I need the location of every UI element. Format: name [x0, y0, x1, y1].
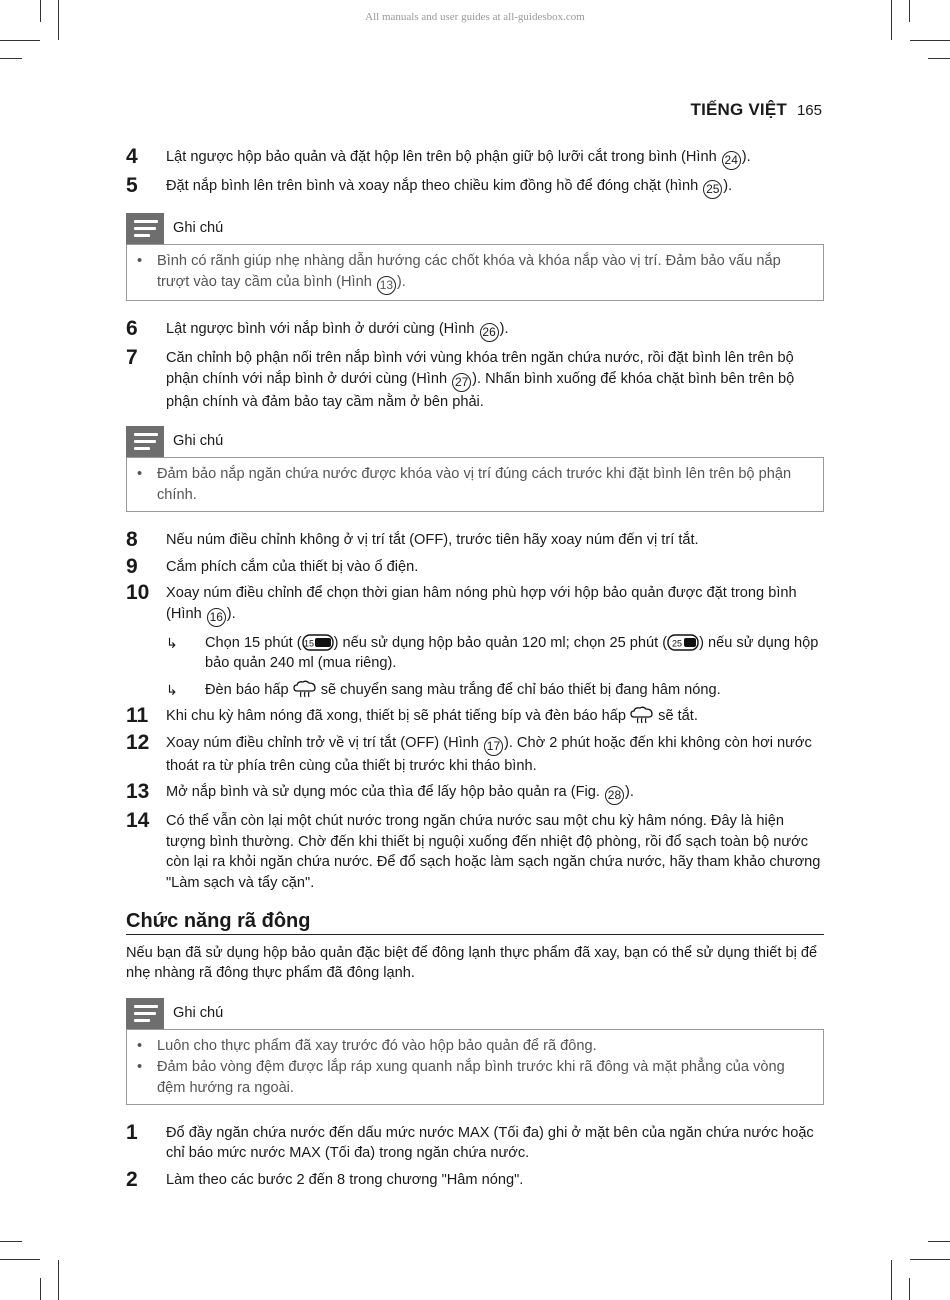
step-text-part: ). — [499, 321, 509, 337]
crop-mark — [0, 40, 40, 41]
bullet: • — [137, 253, 143, 269]
bullet: • — [137, 466, 143, 482]
step-number: 10 — [126, 581, 150, 604]
step-text-part: ). Nhấn bình xuống để khóa chặt bình bên trên bộ phận chính và đảm bảo tay cầm nằm ở bên phải. — [166, 370, 795, 410]
step-text-part: ). — [226, 605, 236, 622]
step-text-part: sẽ tắt. — [654, 708, 698, 724]
step-item — [126, 706, 824, 727]
note-box — [126, 1029, 824, 1105]
figure-ref: 27 — [452, 373, 471, 392]
note-icon — [126, 426, 164, 457]
step-text-part: ). — [723, 178, 733, 194]
steam-indicator-icon — [630, 706, 654, 724]
svg-text:25: 25 — [672, 638, 683, 648]
figure-ref: 17 — [484, 737, 503, 756]
note-item — [137, 464, 811, 506]
note-text: Đảm bảo nắp ngăn chứa nước được khóa vào vị trí đúng cách trước khi đặt bình lên trên bộ phận chính. — [157, 466, 792, 503]
step-item — [126, 782, 824, 805]
note-text: Luôn cho thực phẩm đã xay trước đó vào hộp bảo quản để rã đông. — [157, 1037, 597, 1054]
figure-ref: 26 — [480, 323, 499, 342]
crop-mark — [0, 58, 22, 59]
step-item — [126, 811, 824, 893]
dial-15-min-icon — [302, 634, 334, 651]
step-text: Đổ đầy ngăn chứa nước đến dấu mức nước MAX (Tối đa) ghi ở mặt bên của ngăn chứa nước hoặc chỉ báo mức nước MAX (Tối đa) trong ngăn chứa nước. — [166, 1124, 814, 1161]
step-text-part: Xoay núm điều chỉnh trở về vị trí tắt (OFF) (Hình — [166, 734, 483, 751]
step-item — [126, 1167, 824, 1191]
result-text-part: Chọn 15 phút ( — [205, 634, 302, 651]
result-text-part: ) nếu sử dụng hộp bảo quản 240 ml (mua riêng). — [205, 634, 819, 671]
figure-ref: 13 — [377, 276, 396, 295]
step-text-part: Lật ngược hộp bảo quản và đặt hộp lên trên bộ phận giữ bộ lưỡi cắt trong bình (Hình — [166, 149, 721, 165]
step-item — [126, 319, 824, 342]
note-title: Ghi chú — [173, 220, 224, 237]
result-text-part: sẽ chuyển sang màu trắng để chỉ báo thiết bị đang hâm nóng. — [316, 681, 721, 698]
note-header — [126, 213, 824, 244]
step-text — [166, 348, 824, 412]
step-number: 7 — [126, 346, 138, 369]
note-icon — [126, 213, 164, 244]
note-icon — [126, 998, 164, 1029]
crop-mark — [0, 1259, 40, 1260]
step-number: 5 — [126, 174, 138, 197]
step-number: 8 — [126, 528, 138, 551]
step-number: 2 — [126, 1167, 138, 1191]
step-number: 6 — [126, 317, 138, 340]
figure-ref: 24 — [722, 151, 741, 170]
result-item — [166, 633, 824, 674]
crop-mark — [910, 1259, 950, 1260]
bullet: • — [137, 1058, 143, 1075]
step-text — [166, 733, 824, 777]
note-item — [137, 251, 811, 295]
page-header — [691, 100, 823, 120]
page-number: 165 — [796, 102, 822, 119]
step-text: Làm theo các bước 2 đến 8 trong chương "Hâm nóng". — [166, 1171, 524, 1188]
result-item — [166, 680, 824, 701]
note-header — [126, 998, 824, 1029]
result-text — [205, 680, 824, 701]
crop-mark — [58, 1260, 59, 1300]
step-text — [166, 147, 824, 170]
step-item — [126, 554, 824, 578]
note-text-part: ). — [396, 274, 406, 290]
step-text — [166, 583, 824, 627]
crop-mark — [40, 1278, 41, 1300]
note-block — [126, 426, 824, 512]
figure-ref: 16 — [207, 608, 226, 627]
note-block — [126, 998, 824, 1105]
result-text-part: ) nếu sử dụng hộp bảo quản 120 ml; chọn 25 phút ( — [333, 634, 668, 651]
note-box — [126, 457, 824, 512]
step-text-part: Lật ngược bình với nắp bình ở dưới cùng (Hình — [166, 321, 479, 337]
step-item — [126, 147, 824, 170]
step-text-part: ). — [624, 784, 634, 800]
step-number: 12 — [126, 730, 150, 754]
step-text — [166, 782, 824, 805]
step-text — [166, 706, 824, 727]
figure-ref: 25 — [703, 180, 722, 199]
language-label: TIẾNG VIỆT — [690, 100, 787, 119]
result-arrow: ↳ — [166, 634, 178, 651]
step-number: 13 — [126, 780, 150, 803]
note-item — [137, 1036, 811, 1057]
step-text: Nếu núm điều chỉnh không ở vị trí tắt (OFF), trước tiên hãy xoay núm đến vị trí tắt. — [166, 532, 699, 548]
note-header — [126, 426, 824, 457]
note-text — [157, 251, 811, 295]
step-item — [126, 583, 824, 627]
step-number: 9 — [126, 554, 138, 578]
step-item — [126, 530, 824, 551]
crop-mark — [928, 58, 950, 59]
svg-text:15: 15 — [303, 638, 314, 648]
crop-mark — [0, 1241, 22, 1242]
crop-mark — [891, 1260, 892, 1300]
result-text — [205, 633, 824, 674]
crop-mark — [928, 1241, 950, 1242]
step-number: 1 — [126, 1120, 138, 1144]
crop-mark — [910, 40, 950, 41]
steam-indicator-icon — [293, 680, 317, 698]
result-text-part: Đèn báo hấp — [205, 681, 293, 698]
result-arrow: ↳ — [166, 681, 178, 698]
step-text-part: Xoay núm điều chỉnh để chọn thời gian hâm nóng phù hợp với hộp bảo quản được đặt trong bình (Hình — [166, 585, 797, 622]
step-number: 4 — [126, 145, 138, 168]
note-item — [137, 1057, 811, 1099]
watermark: All manuals and user guides at all-guidesbox.com — [365, 11, 585, 23]
step-text-part: Khi chu kỳ hâm nóng đã xong, thiết bị sẽ phát tiếng bíp và đèn báo hấp — [166, 708, 631, 724]
note-text-part: Bình có rãnh giúp nhẹ nhàng dẫn hướng các chốt khóa và khóa nắp vào vị trí. Đảm bảo vấu nắp trượt vào tay cầm của bình (Hình — [157, 253, 781, 290]
step-text-part: Căn chỉnh bộ phận nối trên nắp bình với vùng khóa trên ngăn chứa nước, rồi đặt bình lên trên bộ phận chính với nắp bình ở dưới cùng (Hình — [166, 350, 794, 387]
step-number: 14 — [126, 809, 150, 832]
step-text-part: Đặt nắp bình lên trên bình và xoay nắp theo chiều kim đồng hồ để đóng chặt (hình — [166, 178, 703, 194]
step-item — [126, 176, 824, 199]
section-intro: Nếu bạn đã sử dụng hộp bảo quản đặc biệt để đông lạnh thực phẩm đã xay, bạn có thể sử dụng thiết bị để nhẹ nhàng rã đông thực phẩm đã đông lạnh. — [126, 944, 818, 981]
note-text: Đảm bảo vòng đệm được lắp ráp xung quanh nắp bình trước khi rã đông và mặt phẳng của vòng đệm hướng ra ngoài. — [157, 1058, 785, 1096]
note-box — [126, 244, 824, 301]
step-text-part: ). — [741, 149, 751, 165]
step-text-part: Mở nắp bình và sử dụng móc của thìa để lấy hộp bảo quản ra (Fig. — [166, 784, 604, 800]
step-text: Có thể vẫn còn lại một chút nước trong ngăn chứa nước sau một chu kỳ hâm nóng. Đây là hiện tượng bình thường. Chờ đến khi thiết bị nguội xuống đến nhiệt độ phòng, rồi đổ sạch toàn bộ nước còn lại ra khỏi ngăn chứa nước. Để đổ sạch hoặc làm sạch ngăn chứa nước, hãy tham khảo chương "Làm sạch và tẩy cặn". — [166, 813, 821, 891]
page-content — [126, 147, 824, 1196]
note-block — [126, 213, 824, 301]
dial-25-min-icon — [667, 634, 699, 651]
figure-ref: 28 — [605, 786, 624, 805]
step-item — [126, 348, 824, 412]
step-item — [126, 1120, 824, 1164]
step-number: 11 — [126, 704, 149, 727]
section-title: Chức năng rã đông — [126, 911, 824, 935]
step-text: Cắm phích cắm của thiết bị vào ổ điện. — [166, 558, 419, 575]
step-item — [126, 730, 824, 777]
bullet: • — [137, 1037, 143, 1054]
step-text — [166, 176, 824, 199]
note-title: Ghi chú — [173, 1004, 224, 1021]
step-text-part: ). Chờ 2 phút hoặc đến khi không còn hơi nước thoát ra từ phía trên cùng của thiết bị trước khi tháo bình. — [166, 734, 812, 774]
step-text — [166, 319, 824, 342]
note-title: Ghi chú — [173, 433, 224, 450]
crop-mark — [909, 1278, 910, 1300]
